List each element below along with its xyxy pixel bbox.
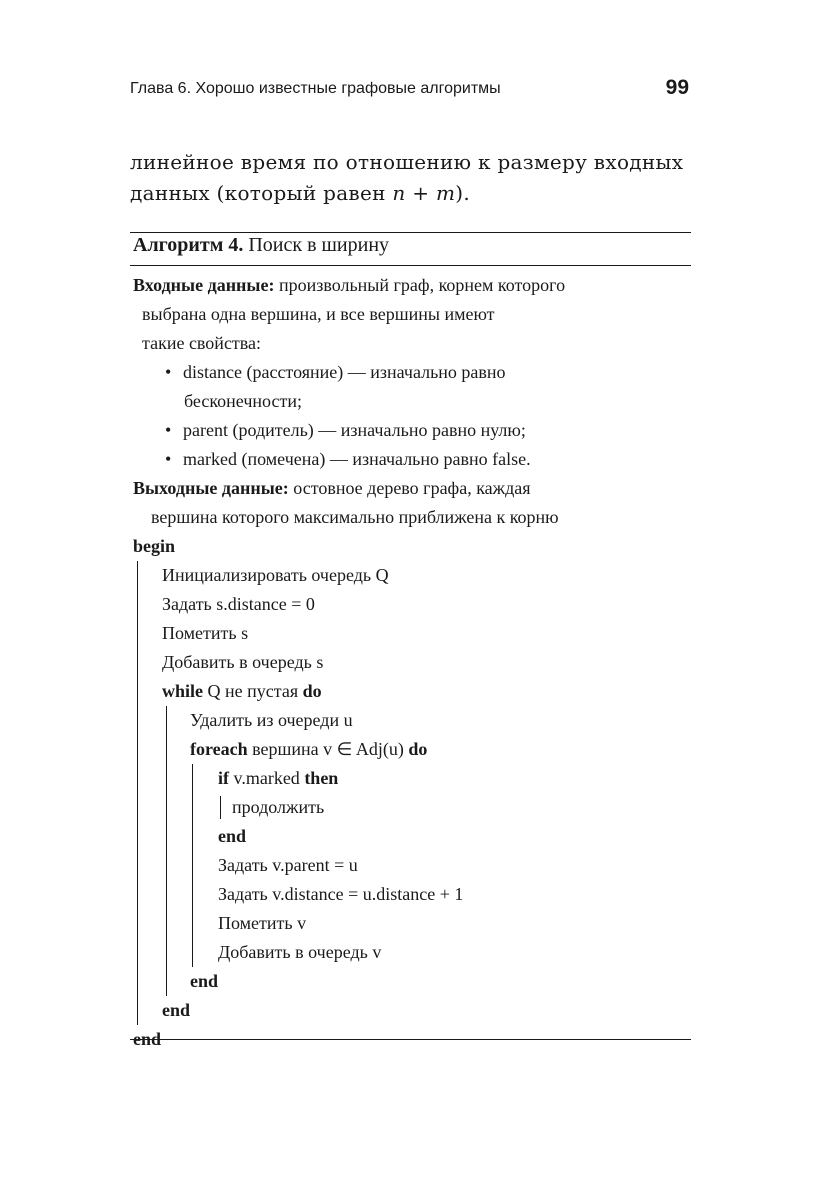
intro-line-2	[130, 178, 692, 209]
output-label: Выходные данные:	[133, 478, 289, 498]
bullet-icon: •	[165, 420, 172, 440]
input-line-2: выбрана одна вершина, и все вершины имеют	[142, 304, 495, 324]
step-enqueue-s: Добавить в очередь s	[162, 652, 324, 672]
algorithm-body	[133, 271, 693, 1054]
if-block	[218, 793, 693, 822]
input-line-3: такие свойства:	[142, 333, 262, 353]
algorithm-bottom-rule	[130, 1039, 691, 1040]
step-set-parent: Задать v.parent = u	[218, 855, 358, 875]
output-text-1: остовное дерево графа, каждая	[293, 478, 531, 498]
input-text-1: произвольный граф, корнем которого	[278, 275, 566, 295]
bullet-item-distance	[133, 358, 693, 387]
if-condition: v.marked	[233, 768, 300, 788]
output-line-2: вершина которого максимально приближена к корню	[151, 507, 559, 527]
step-init-queue: Инициализировать очередь Q	[162, 565, 389, 585]
while-condition: Q не пустая	[207, 681, 299, 701]
step-continue: продолжить	[232, 797, 325, 817]
bullet-icon: •	[165, 449, 172, 469]
if-block-bar	[220, 796, 221, 819]
while-header	[162, 677, 693, 706]
input-line-1	[133, 271, 693, 300]
foreach-end	[190, 967, 693, 996]
bullet-text: parent (родитель) — изначально равно нулю;	[183, 420, 526, 440]
end-keyword: end	[190, 971, 219, 991]
input-label: Входные данные:	[133, 275, 275, 295]
foreach-keyword: foreach	[190, 739, 248, 759]
bullet-item-distance-cont: бесконечности;	[184, 391, 302, 411]
step-mark-v: Пометить v	[218, 913, 307, 933]
step-mark-s: Пометить s	[162, 623, 249, 643]
step-set-v-distance: Задать v.distance = u.distance + 1	[218, 884, 464, 904]
running-header: Глава 6. Хорошо известные графовые алгоритмы	[130, 80, 501, 97]
intro-line-2-suffix: ).	[455, 181, 471, 205]
if-keyword: if	[218, 768, 229, 788]
while-block-bar	[166, 706, 167, 996]
while-end	[162, 996, 693, 1025]
if-header	[218, 764, 693, 793]
intro-paragraph	[130, 147, 692, 209]
algorithm-caption-rule	[130, 265, 691, 266]
begin-keyword: begin	[133, 536, 176, 556]
end-keyword: end	[162, 1000, 191, 1020]
intro-formula: n + m	[392, 181, 456, 205]
begin-block	[133, 561, 693, 1025]
bullet-item-marked	[133, 445, 693, 474]
page-number: 99	[665, 76, 689, 99]
intro-line-1: линейное время по отношению к размеру входных	[130, 150, 684, 174]
do-keyword: do	[408, 739, 428, 759]
end-keyword: end	[133, 1029, 162, 1049]
algorithm-top-rule	[130, 232, 691, 233]
begin-block-bar	[137, 561, 138, 1025]
foreach-condition: вершина v ∈ Adj(u)	[252, 739, 404, 759]
bullet-text: distance (расстояние) — изначально равно	[183, 362, 506, 382]
algorithm-caption	[133, 234, 389, 257]
algorithm-number: Алгоритм 4.	[133, 234, 244, 256]
while-block	[162, 706, 693, 996]
algorithm-title: Поиск в ширину	[248, 234, 390, 256]
output-line-1	[133, 474, 693, 503]
foreach-header	[190, 735, 693, 764]
step-enqueue-v: Добавить в очередь v	[218, 942, 382, 962]
step-dequeue-u: Удалить из очереди u	[190, 710, 353, 730]
intro-line-2-prefix: данных (который равен	[130, 181, 393, 205]
step-set-distance: Задать s.distance = 0	[162, 594, 315, 614]
while-keyword: while	[162, 681, 204, 701]
bullet-icon: •	[165, 362, 172, 382]
end-keyword: end	[218, 826, 247, 846]
if-end	[218, 822, 693, 851]
kw-begin	[133, 532, 693, 561]
then-keyword: then	[304, 768, 339, 788]
foreach-block-bar	[192, 764, 193, 967]
do-keyword: do	[302, 681, 322, 701]
foreach-block	[190, 764, 693, 967]
bullet-item-parent	[133, 416, 693, 445]
bullet-text: marked (помечена) — изначально равно false.	[183, 449, 531, 469]
